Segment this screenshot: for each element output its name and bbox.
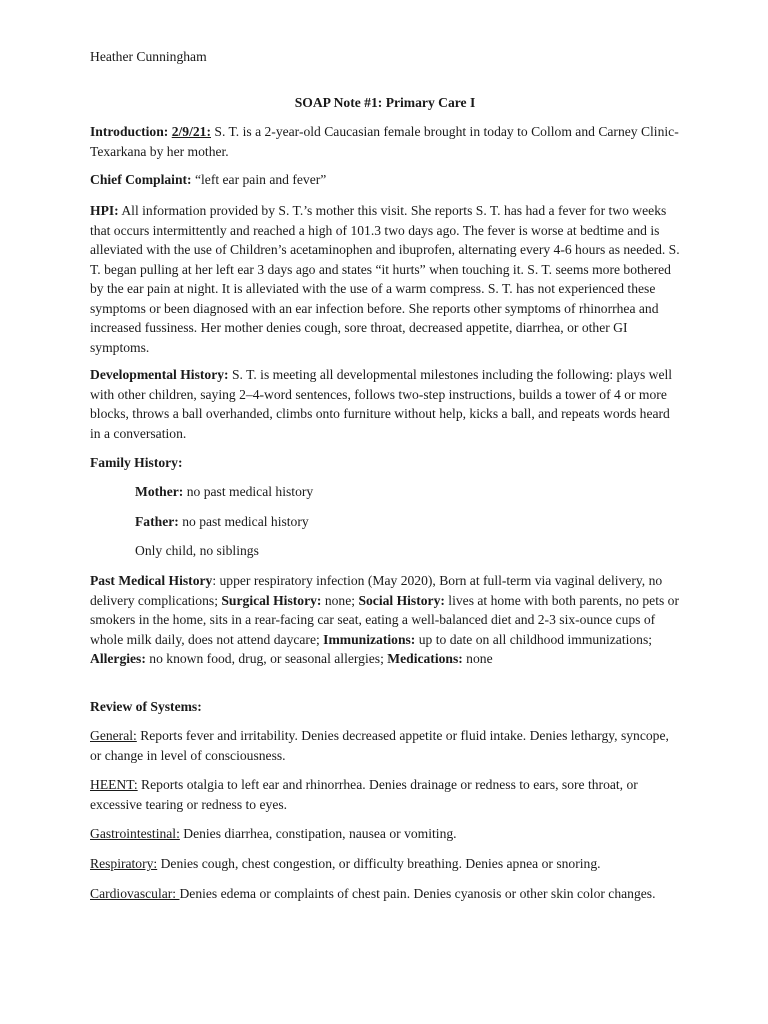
ros-respiratory bbox=[90, 854, 680, 874]
pmh-label: Past Medical History bbox=[90, 573, 213, 588]
author-name: Heather Cunningham bbox=[90, 49, 207, 64]
ros-resp-text: Denies cough, chest congestion, or difficulty breathing. Denies apnea or snoring. bbox=[157, 856, 601, 871]
ros-cv-text: Denies edema or complaints of chest pain. Denies cyanosis or other skin color changes. bbox=[179, 886, 656, 901]
ros-cardiovascular bbox=[90, 884, 680, 904]
hpi-text: All information provided by S. T.’s mother this visit. She reports S. T. has had a fever for two weeks that occurs intermittently and reached a high of 101.3 two days ago. The fever is worse at bedtime and is alleviated with the use of Children’s acetaminophen and ibuprofen, alternating every 4-6 hours as needed. S. T. began pulling at her left ear 3 days ago and states “it hurts” when touching it. S. T. seems more bothered by the ear pain at night. It is alleviated with the use of a warm compress. S. T. has not experienced these symptoms or been diagnosed with an ear infection before. She reports other symptoms of rhinorrhea and increased fussiness. Her mother denies cough, sore throat, decreased appetite, diarrhea, or other GI symptoms. bbox=[90, 203, 680, 355]
document-title: SOAP Note #1: Primary Care I bbox=[294, 95, 476, 110]
allergies-label: Allergies: bbox=[90, 651, 146, 666]
ros-gi-text: Denies diarrhea, constipation, nausea or vomiting. bbox=[179, 826, 457, 841]
hpi-paragraph bbox=[90, 201, 680, 357]
history-paragraph bbox=[90, 571, 680, 669]
father-text: no past medical history bbox=[178, 514, 309, 529]
family-history-siblings: Only child, no siblings bbox=[135, 543, 259, 558]
father-label: Father: bbox=[135, 514, 179, 529]
developmental-history-label: Developmental History: bbox=[90, 367, 229, 382]
introduction-paragraph bbox=[90, 122, 680, 161]
pmh-text: : upper respiratory infection (May 2020), Born at full-term via vaginal delivery, no delivery complications; bbox=[90, 573, 663, 608]
ros-gi-label: Gastrointestinal: bbox=[90, 826, 180, 841]
mother-text: no past medical history bbox=[183, 484, 314, 499]
introduction-label: Introduction: bbox=[90, 124, 169, 139]
allergies-text: no known food, drug, or seasonal allergies; bbox=[145, 651, 384, 666]
mother-label: Mother: bbox=[135, 484, 184, 499]
developmental-history-paragraph bbox=[90, 365, 680, 443]
ros-heent bbox=[90, 775, 680, 814]
family-history-mother bbox=[135, 482, 725, 502]
hpi-label: HPI: bbox=[90, 203, 119, 218]
family-history-father bbox=[135, 512, 725, 532]
medications-label: Medications: bbox=[387, 651, 463, 666]
surgical-history-label: Surgical History: bbox=[221, 592, 322, 608]
chief-complaint-text: “left ear pain and fever” bbox=[191, 172, 327, 187]
introduction-date: 2/9/21: bbox=[171, 124, 211, 139]
ros-gastrointestinal bbox=[90, 824, 680, 844]
introduction-text: S. T. is a 2-year-old Caucasian female brought in today to Collom and Carney Clinic-Texarkana by her mother. bbox=[90, 124, 679, 159]
chief-complaint-label: Chief Complaint: bbox=[90, 172, 192, 187]
surgical-history-text: none; bbox=[321, 592, 359, 608]
ros-general-label: General: bbox=[90, 728, 137, 743]
immunizations-text: up to date on all childhood immunizations; bbox=[415, 631, 653, 647]
ros-resp-label: Respiratory: bbox=[90, 856, 158, 871]
social-history-text: lives at home with both parents, no pets or smokers in the home, sits in a rear-facing car seat, eating a well-balanced diet and 2-3 six-ounce cups of whole milk daily, does not attend daycare; bbox=[90, 592, 679, 647]
immunizations-label: Immunizations: bbox=[323, 631, 416, 647]
social-history-label: Social History: bbox=[358, 592, 445, 608]
ros-general-text: Reports fever and irritability. Denies decreased appetite or fluid intake. Denies lethargy, syncope, or change in level of consciousness. bbox=[90, 728, 669, 763]
medications-text: none bbox=[462, 651, 493, 666]
developmental-history-text: S. T. is meeting all developmental milestones including the following: plays well with other children, saying 2–4-word sentences, follows two-step instructions, builds a tower of 4 or more blocks, throws a ball overhanded, climbs onto furniture without help, kicks a ball, and repeats words heard in a conversation. bbox=[90, 367, 673, 441]
ros-cv-label: Cardiovascular: bbox=[90, 886, 180, 901]
ros-general bbox=[90, 726, 680, 765]
family-history-heading: Family History: bbox=[90, 455, 183, 470]
ros-heent-text: Reports otalgia to left ear and rhinorrhea. Denies drainage or redness to ears, sore throat, or excessive tearing or redness to eyes. bbox=[90, 777, 638, 812]
chief-complaint-paragraph bbox=[90, 170, 680, 190]
review-of-systems-heading: Review of Systems: bbox=[90, 699, 202, 714]
ros-heent-label: HEENT: bbox=[90, 777, 138, 792]
